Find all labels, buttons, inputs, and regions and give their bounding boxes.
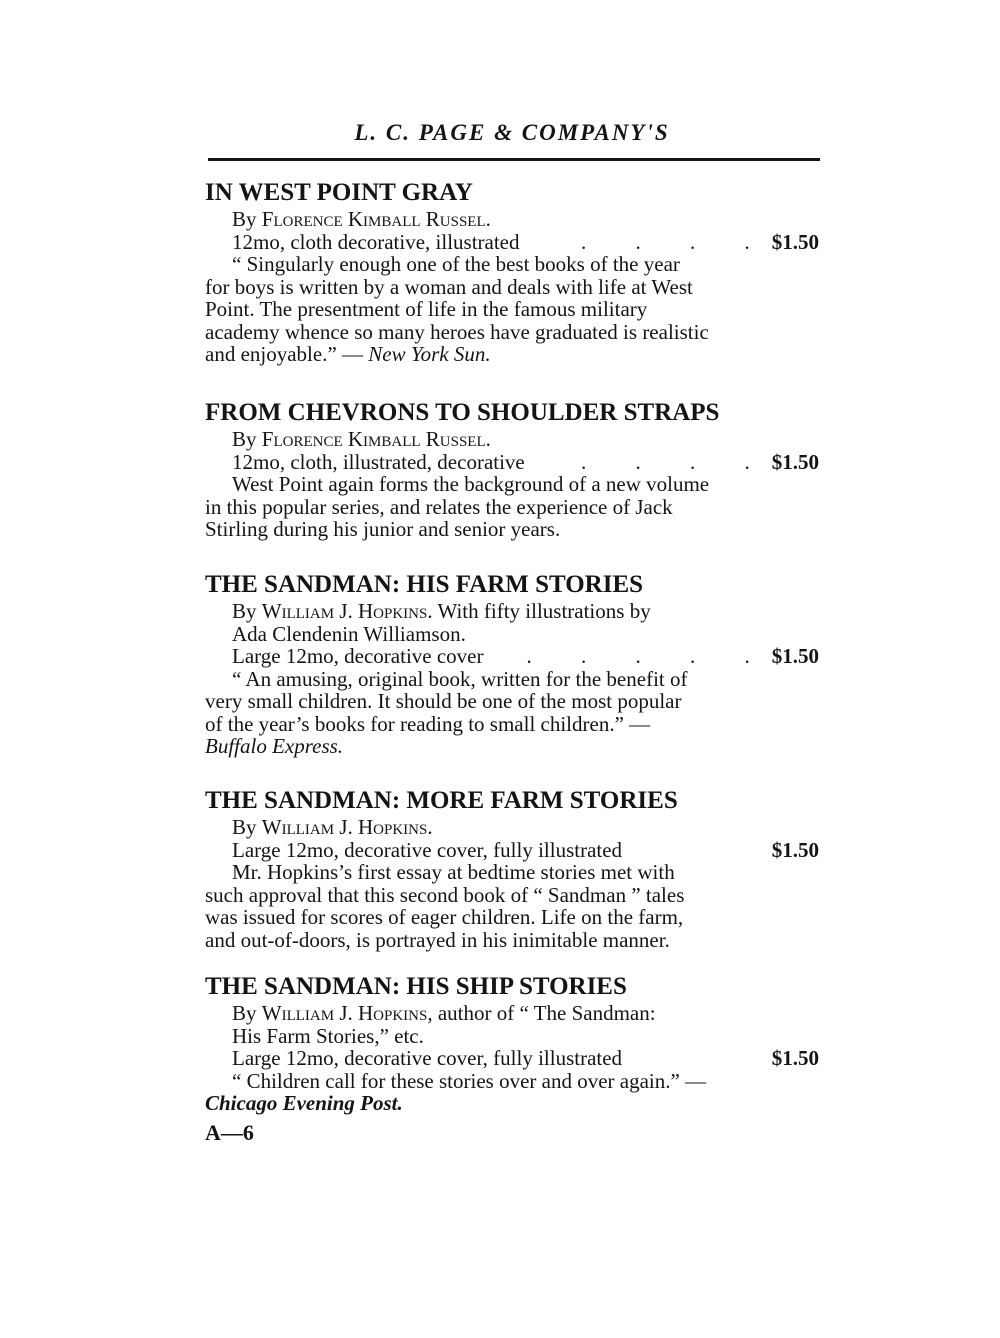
description-line: in this popular series, and relates the experience of Jack — [205, 494, 673, 519]
review-last-line: and enjoyable.” — — [205, 342, 369, 366]
book-entry-west-point-gray — [205, 178, 819, 366]
price: $1.50 — [771, 837, 819, 862]
author-line — [205, 600, 819, 623]
review-line: “ An amusing, original book, written for the benefit of — [232, 666, 688, 691]
description-text — [205, 473, 819, 541]
format-text: Large 12mo, decorative cover, fully illustrated — [232, 1046, 623, 1070]
book-title: THE SANDMAN: HIS FARM STORIES — [205, 571, 644, 598]
format-text: 12mo, cloth, illustrated, decorative — [232, 449, 525, 474]
description-line: Mr. Hopkins’s first essay at bedtime stories met with — [232, 860, 675, 884]
review-line — [205, 343, 819, 366]
author-note: With fifty illustrations by — [437, 599, 651, 623]
review-line: very small children. It should be one of the most popular — [205, 689, 682, 713]
format-price-line — [205, 451, 819, 474]
book-entry-chevrons — [205, 398, 819, 541]
header-rule — [208, 158, 820, 161]
dot-leader: . . . . . — [526, 644, 772, 668]
signature-mark: A—6 — [205, 1120, 254, 1145]
author-line — [205, 816, 819, 839]
by-label: By — [232, 207, 257, 231]
format-price-line — [205, 231, 819, 254]
review-source: New York Sun. — [368, 342, 491, 366]
review-text — [205, 668, 819, 758]
author-name: William J. Hopkins. — [261, 815, 433, 839]
format-text: 12mo, cloth decorative, illustrated — [232, 229, 520, 254]
by-label: By — [232, 599, 257, 623]
format-text: Large 12mo, decorative cover, fully illustrated — [232, 837, 623, 862]
running-head: L. C. PAGE & COMPANY'S — [354, 120, 670, 145]
review-line: Point. The presentment of life in the famous military — [205, 297, 648, 321]
review-source: Buffalo Express. — [205, 734, 344, 758]
price: $1.50 — [771, 1046, 819, 1070]
author-name: Florence Kimball Russel. — [261, 427, 491, 451]
review-line: of the year’s books for reading to small children.” — — [205, 711, 651, 736]
illustrator-line: Ada Clendenin Williamson. — [232, 621, 466, 646]
description-line: Stirling during his junior and senior years. — [205, 517, 561, 541]
review-source: Chicago Evening Post. — [205, 1091, 403, 1115]
author-name: Florence Kimball Russel. — [261, 207, 491, 231]
review-line: “ Singularly enough one of the best books of the year — [232, 252, 680, 276]
author-name: William J. Hopkins. — [261, 599, 433, 623]
description-line: such approval that this second book of “ Sandman ” tales — [205, 882, 685, 907]
price: $1.50 — [771, 449, 819, 474]
book-title: THE SANDMAN: MORE FARM STORIES — [205, 787, 678, 814]
review-line: academy whence so many heroes have graduated is realistic — [205, 319, 709, 344]
review-text — [205, 1070, 819, 1115]
review-text — [205, 253, 819, 366]
description-line: West Point again forms the background of a new volume — [232, 472, 710, 496]
book-entry-sandman-more-farm — [205, 786, 819, 951]
author-line — [205, 428, 819, 451]
book-title: FROM CHEVRONS TO SHOULDER STRAPS — [205, 399, 720, 426]
format-price-line — [205, 1047, 819, 1070]
author-line — [205, 1002, 819, 1025]
author-note-continued: His Farm Stories,” etc. — [232, 1023, 424, 1048]
book-entry-sandman-ship — [205, 972, 819, 1115]
format-price-line — [205, 839, 819, 862]
dot-leader: . . . . — [581, 449, 772, 474]
book-title: THE SANDMAN: HIS SHIP STORIES — [205, 973, 627, 1000]
format-text: Large 12mo, decorative cover — [232, 644, 484, 668]
review-line: for boys is written by a woman and deals with life at West — [205, 274, 693, 299]
price: $1.50 — [771, 229, 819, 254]
author-line — [205, 208, 819, 231]
format-price-line — [205, 645, 819, 668]
by-label: By — [232, 1001, 257, 1025]
review-line: “ Children call for these stories over and over again.” — — [232, 1068, 707, 1093]
description-line: and out-of-doors, is portrayed in his inimitable manner. — [205, 927, 670, 952]
price: $1.50 — [771, 644, 819, 668]
by-label: By — [232, 427, 257, 451]
book-title: IN WEST POINT GRAY — [205, 179, 473, 206]
by-label: By — [232, 815, 257, 839]
dot-leader: . . . . — [581, 229, 772, 254]
author-note: author of “ The Sandman: — [437, 1001, 656, 1025]
author-name: William J. Hopkins, — [261, 1001, 433, 1025]
book-entry-sandman-farm — [205, 570, 819, 758]
description-line: was issued for scores of eager children. Life on the farm, — [205, 905, 684, 929]
description-text — [205, 861, 819, 951]
